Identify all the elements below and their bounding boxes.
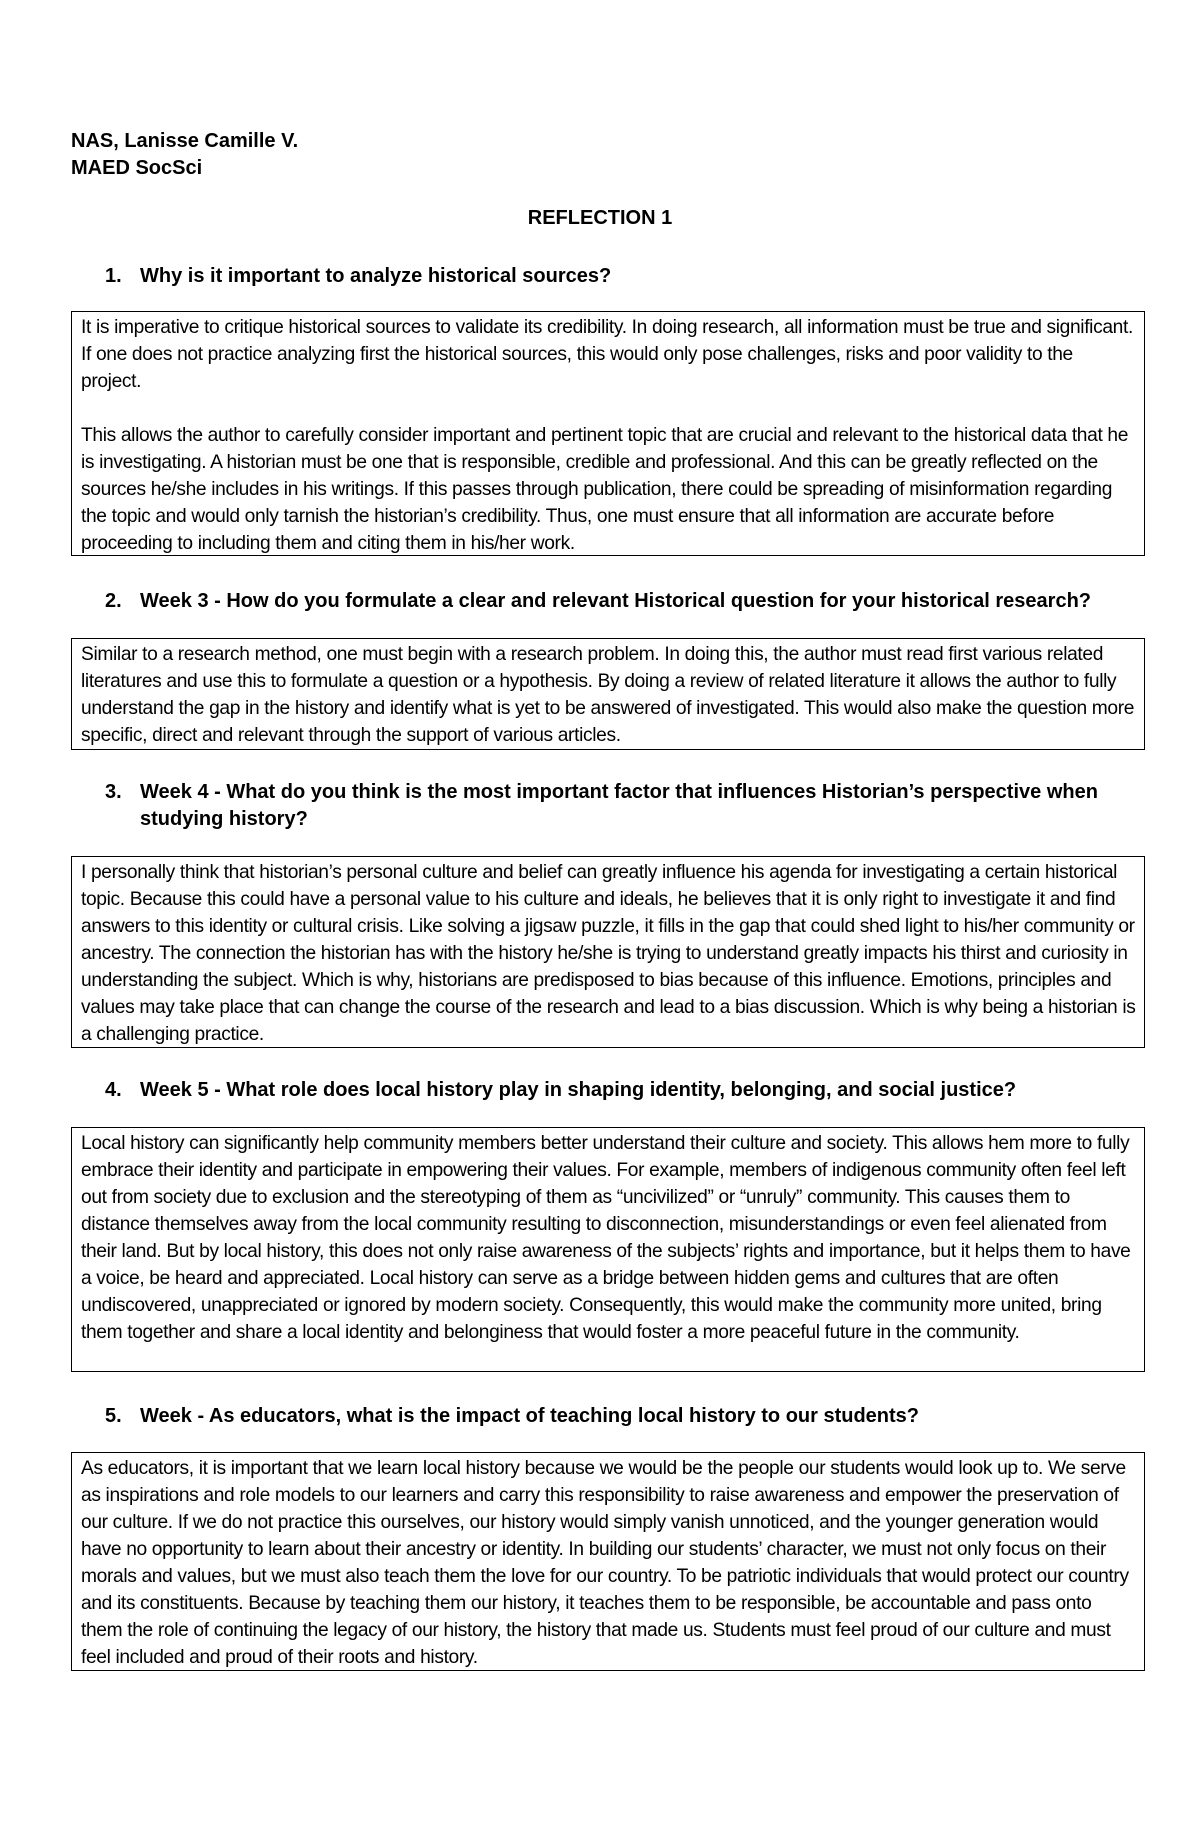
question-text: Week - As educators, what is the impact of teaching local history to our students? xyxy=(140,1405,920,1427)
author-name: NAS, Lanisse Camille V. xyxy=(71,130,299,152)
answer-paragraph: Similar to a research method, one must begin with a research problem. In doing this, the author must read first various related literatures and use this to formulate a question or a hypothesis. By doing a review of related literature it allows the author to fully understand the gap in the history and identify what is yet to be answered of investigated. This would also make the question more specific, direct and relevant through the support of various articles. xyxy=(81,644,1135,746)
answer-box-1 xyxy=(71,311,1145,556)
answer-box-2 xyxy=(71,638,1145,750)
question-text: Week 4 - What do you think is the most important factor that influences Historian’s perspective when studying history? xyxy=(140,781,1098,830)
answer-box-5 xyxy=(71,1452,1145,1671)
question-number: 2. xyxy=(105,590,122,612)
question-text: Why is it important to analyze historical sources? xyxy=(140,265,612,287)
question-1 xyxy=(105,263,1125,290)
answer-paragraph: As educators, it is important that we learn local history because we would be the people our students would look up to. We serve as inspirations and role models to our learners and carry this responsibility to raise awareness and empower the preservation of our culture. If we do not practice this ourselves, our history would simply vanish unnoticed, and the younger generation would have no opportunity to learn about their ancestry or identity. In building our students’ character, we must not only focus on their morals and values, but we must also teach them the love for our country. To be patriotic individuals that would protect our country and its constituents. Because by teaching them our history, it teaches them to be responsible, be accountable and pass onto them the role of continuing the legacy of our history, the history that made us. Students must feel proud of our culture and must feel included and proud of their roots and history. xyxy=(81,1458,1129,1668)
question-2 xyxy=(105,588,1125,615)
answer-paragraph: It is imperative to critique historical sources to validate its credibility. In doing research, all information must be true and significant. If one does not practice analyzing first the historical sources, this would only pose challenges, risks and poor validity to the project. xyxy=(81,317,1133,392)
question-text: Week 5 - What role does local history play in shaping identity, belonging, and social justice? xyxy=(140,1079,1017,1101)
question-text: Week 3 - How do you formulate a clear and relevant Historical question for your historical research? xyxy=(140,590,1092,612)
question-number: 4. xyxy=(105,1079,122,1101)
question-3 xyxy=(105,779,1125,833)
answer-box-3 xyxy=(71,856,1145,1048)
question-number: 1. xyxy=(105,265,122,287)
answer-box-4 xyxy=(71,1127,1145,1372)
question-number: 5. xyxy=(105,1405,122,1427)
question-number: 3. xyxy=(105,781,122,803)
answer-paragraph: I personally think that historian’s personal culture and belief can greatly influence his agenda for investigating a certain historical topic. Because this could have a personal value to his culture and ideals, he believes that it is only right to investigate it and find answers to this identity or cultural crisis. Like solving a jigsaw puzzle, it fills in the gap that could shed light to his/her community or ancestry. The connection the historian has with the history he/she is trying to understand greatly impacts his thirst and curiosity in understanding the subject. Which is why, historians are predisposed to bias because of this influence. Emotions, principles and values may take place that can change the course of the research and lead to a bias discussion. Which is why being a historian is a challenging practice. xyxy=(81,862,1136,1045)
question-4 xyxy=(105,1077,1125,1104)
answer-paragraph: Local history can significantly help community members better understand their culture and society. This allows hem more to fully embrace their identity and participate in empowering their values. For example, members of indigenous community often feel left out from society due to exclusion and the stereotyping of them as “uncivilized” or “unruly” community. This causes them to distance themselves away from the local community resulting to disconnection, misunderstandings or even feel alienated from their land. But by local history, this does not only raise awareness of the subjects’ rights and importance, but it helps them to have a voice, be heard and appreciated. Local history can serve as a bridge between hidden gems and cultures that are often undiscovered, unappreciated or ignored by modern society. Consequently, this would make the community more united, bring them together and share a local identity and belonginess that would foster a more peaceful future in the community. xyxy=(81,1133,1131,1343)
author-program: MAED SocSci xyxy=(71,157,203,179)
author-header xyxy=(71,128,298,182)
document-title: REFLECTION 1 xyxy=(527,207,673,229)
answer-paragraph: This allows the author to carefully consider important and pertinent topic that are crucial and relevant to the historical data that he is investigating. A historian must be one that is responsible, credible and professional. And this can be greatly reflected on the sources he/she includes in his writings. If this passes through publication, there could be spreading of misinformation regarding the topic and would only tarnish the historian’s credibility. Thus, one must ensure that all information are accurate before proceeding to including them and citing them in his/her work. xyxy=(81,425,1129,554)
question-5 xyxy=(105,1403,1125,1430)
